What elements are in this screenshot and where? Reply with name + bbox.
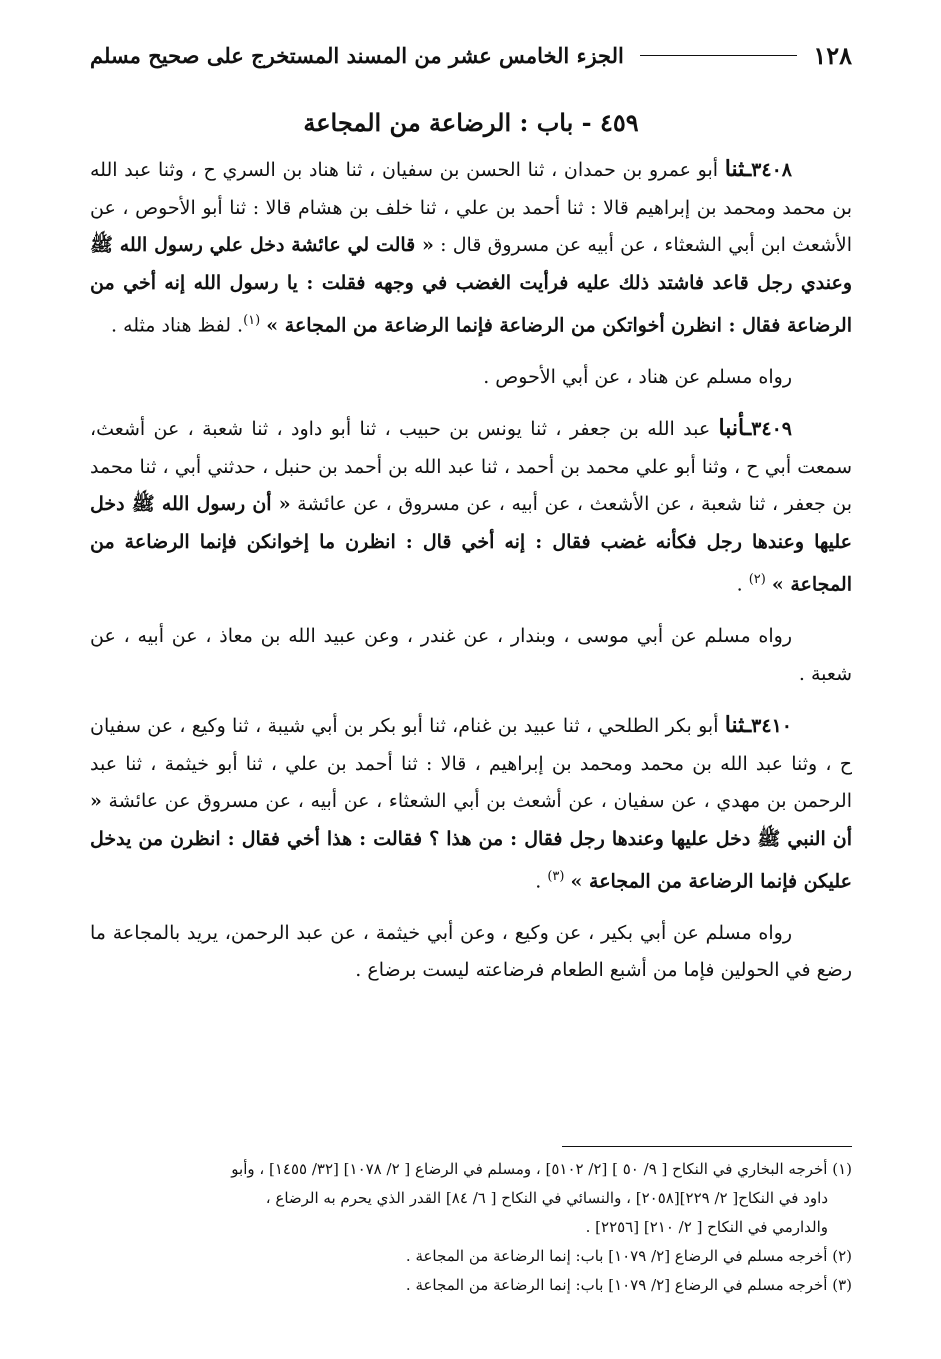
running-title: الجزء الخامس عشر من المسند المستخرج على صحيح مسلم	[90, 42, 624, 68]
hadith-number: ٣٤٠٨	[751, 159, 792, 181]
footnote-ref: (١)	[243, 313, 261, 328]
hadith-lead: ـثنا	[724, 712, 752, 739]
footnotes	[90, 1146, 852, 1300]
header-rule	[640, 55, 798, 56]
hadith-number: ٣٤٠٩	[751, 418, 792, 441]
footnote-2: (٢) أخرجه مسلم في الرضاع [٢/ ١٠٧٩] باب: إنما الرضاعة من المجاعة .	[405, 1247, 852, 1265]
footnote-1-line: (١) أخرجه البخاري في النكاح [ ٩/ ٥٠ ] [٢/ ٥١٠٢] ، ومسلم في الرضاع [ ٢/ ١٠٧٨] [٣٢/ ١٤٥٥] ، وأبو	[231, 1160, 852, 1178]
hadith-tail: .	[535, 870, 548, 893]
hadith-matn: « أن النبي ﷺ دخل عليها وعندها رجل فقال : من هذا ؟ فقالت : هذا أخي فقال : انظرن من يدخل عليكن فإنما الرضاعة من المجاعة »	[90, 790, 852, 893]
hadith-lead: ـأنبا	[718, 415, 752, 442]
footnote-1-line: داود في النكاح[ ٢/ ٢٢٩][٢٠٥٨] ، والنسائي في النكاح [ ٦/ ٨٤] القدر الذي يحرم به الرضاع ،	[265, 1189, 828, 1207]
hadith-matn: « أن رسول الله ﷺ دخل عليها وعندها رجل فكأنه غضب فقال : إنه أخي قال : انظرن ما إخوانكن فإنما الرضاعة من المجاعة »	[90, 493, 852, 596]
hadith-lead: ـثنا	[724, 156, 752, 182]
hadith-isnad: أبو بكر الطلحي ، ثنا عبيد بن غنام، ثنا أبو بكر بن أبي شيبة ، ثنا وكيع ، عن سفيان ح ، وثنا عبد الله بن محمد ومحمد بن إبراهيم ، قالا : ثنا أحمد بن علي ، ثنا أبو خيثمة ، ثنا عبد الرحمن بن مهدي ، عن سفيان ، عن أشعث بن أبي الشعثاء ، عن أبيه ، عن مسروق عن عائشة	[90, 715, 852, 813]
footnote-ref: (٢)	[748, 572, 766, 588]
hadith-tail: .	[736, 573, 749, 596]
hadith-matn: « قالت لي عائشة دخل علي رسول الله ﷺ وعندي رجل قاعد فاشتد ذلك عليه فرأيت الغضب في وجهه فقلت : يا رسول الله إنه أخي من الرضاعة فقال : انظرن أخواتكن من الرضاعة فإنما الرضاعة من المجاعة »	[90, 234, 852, 337]
page-number: ١٢٨	[813, 40, 852, 70]
hadith-paragraph	[90, 410, 852, 604]
hadith-paragraph	[90, 707, 852, 901]
narration-note: رواه مسلم عن أبي بكير ، عن وكيع ، وعن أبي خيثمة ، عن عبد الرحمن، يريد بالمجاعة ما رضع في الحولين فإما من أشبع الطعام فرضاعته ليست برضاع .	[90, 921, 852, 982]
narration-note: رواه مسلم عن هناد ، عن أبي الأحوص .	[483, 365, 792, 388]
page-header	[90, 30, 852, 80]
book-page	[90, 30, 852, 1320]
chapter-title: ٤٥٩ - باب : الرضاعة من المجاعة	[303, 108, 639, 137]
footnote-ref: (٣)	[547, 869, 565, 885]
hadith-paragraph	[90, 151, 852, 345]
narration-note: رواه مسلم عن أبي موسى ، وبندار ، عن غندر ، وعن عبيد الله بن معاذ ، عن أبيه ، عن شعبة .	[90, 625, 852, 685]
hadith-number: ٣٤١٠	[751, 715, 792, 738]
hadith-isnad: عبد الله بن جعفر ، ثنا يونس بن حبيب ، ثنا أبو داود ، ثنا شعبة ، عن أشعث، سمعت أبي ح ، وثنا أبو علي محمد بن أحمد ، ثنا عبد الله بن أحمد بن حنبل ، حدثني أبي ، ثنا محمد بن جعفر ، ثنا شعبة ، عن الأشعث ، عن أبيه ، عن مسروق ، عن عائشة	[90, 418, 853, 516]
footnote-3: (٣) أخرجه مسلم في الرضاع [٢/ ١٠٧٩] باب: إنما الرضاعة من المجاعة .	[405, 1276, 852, 1294]
footnote-1-line: والدارمي في النكاح [ ٢/ ٢١٠] [٢٢٥٦] .	[585, 1218, 828, 1236]
hadith-isnad: أبو عمرو بن حمدان ، ثنا الحسن بن سفيان ، ثنا هناد بن السري ح ، وثنا عبد الله بن محمد ومحمد بن إبراهيم قالا : ثنا أحمد بن علي ، ثنا خلف بن هشام قالا : ثنا أبو الأحوص ، عن الأشعث ابن أبي الشعثاء ، عن أبيه عن مسروق قال :	[90, 159, 852, 256]
hadith-tail: . لفظ هناد مثله .	[111, 314, 244, 337]
footnote-rule	[562, 1146, 852, 1147]
